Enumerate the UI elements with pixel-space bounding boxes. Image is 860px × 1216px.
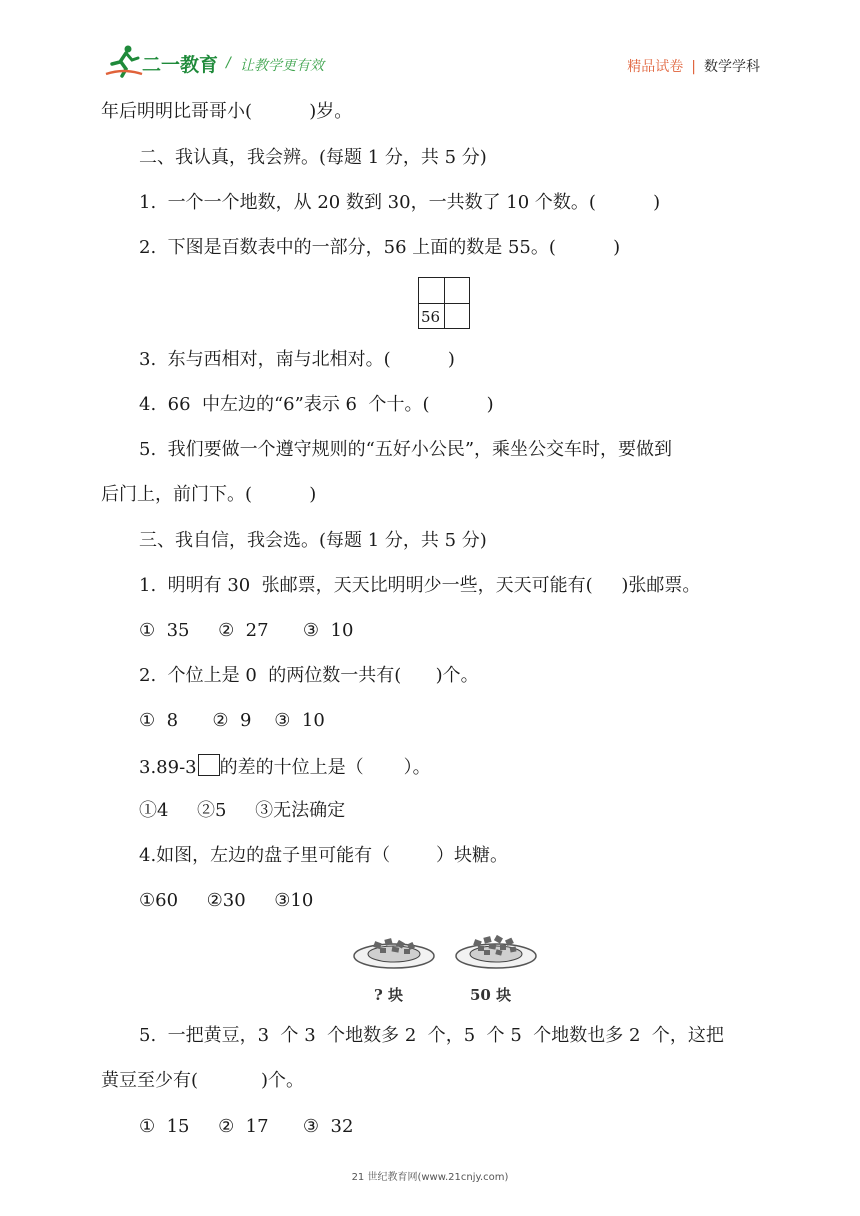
section-2-title: 二、我认真，我会辨。(每题 1 分，共 5 分): [139, 147, 487, 168]
judge-question-3: 3. 东与西相对，南与北相对。( ): [139, 349, 455, 370]
subject-label: 数学学科: [704, 59, 760, 75]
choice-question-2-options: ① 8 ② 9 ③ 10: [139, 710, 325, 731]
logo: [104, 44, 224, 80]
choice-question-3-prefix: 3.89-3: [139, 757, 197, 778]
choice-question-2: 2. 个位上是 0 的两位数一共有( )个。: [139, 665, 479, 686]
blank-digit-box: [198, 754, 220, 776]
candy-plates-icon: [352, 930, 542, 984]
choice-question-1-options: ① 35 ② 27 ③ 10: [139, 620, 354, 641]
left-plate-label: ? 块: [374, 986, 404, 1004]
judge-question-4: 4. 66 中左边的“6”表示 6 个十。( ): [139, 394, 494, 415]
right-plate-label: 50 块: [470, 986, 512, 1004]
header-separator: |: [691, 59, 696, 75]
runner-logo-icon: [104, 44, 144, 78]
candy-plates-figure: [352, 930, 542, 1010]
hundred-chart-cell: 56: [421, 308, 441, 326]
header-right: [627, 56, 760, 76]
choice-question-5: 5. 一把黄豆，3 个 3 个地数多 2 个，5 个 5 个地数也多 2 个，这把: [139, 1025, 724, 1046]
page-footer: 21 世纪教育网(www.21cnjy.com): [351, 1172, 509, 1183]
judge-question-1: 1. 一个一个地数，从 20 数到 30，一共数了 10 个数。( ): [139, 192, 661, 213]
choice-question-3-options: ①4 ②5 ③无法确定: [139, 800, 346, 821]
choice-question-3: [139, 754, 431, 780]
logo-text: 二一教育: [142, 54, 219, 76]
judge-question-2: 2. 下图是百数表中的一部分，56 上面的数是 55。( ): [139, 237, 621, 258]
choice-question-4-options: ①60 ②30 ③10: [139, 890, 314, 911]
choice-question-4: 4.如图，左边的盘子里可能有（ ）块糖。: [139, 845, 508, 866]
choice-question-3-suffix: 的差的十位上是（ ）。: [219, 757, 431, 778]
brand-label: 精品试卷: [627, 59, 684, 75]
carryover-line: 年后明明比哥哥小( )岁。: [101, 101, 353, 122]
slogan-divider: /: [226, 55, 231, 71]
judge-question-5: 5. 我们要做一个遵守规则的“五好小公民”，乘坐公交车时，要做到: [139, 439, 673, 460]
section-3-title: 三、我自信，我会选。(每题 1 分，共 5 分): [139, 530, 487, 551]
choice-question-1: 1. 明明有 30 张邮票，天天比明明少一些，天天可能有( )张邮票。: [139, 575, 701, 596]
choice-question-5-cont: 黄豆至少有( )个。: [101, 1070, 304, 1091]
choice-question-5-options: ① 15 ② 17 ③ 32: [139, 1116, 354, 1137]
judge-question-5-cont: 后门上，前门下。( ): [101, 484, 317, 505]
page-header: [0, 0, 860, 90]
slogan: 让教学更有效: [240, 58, 324, 74]
hundred-chart-fragment: [418, 277, 470, 329]
